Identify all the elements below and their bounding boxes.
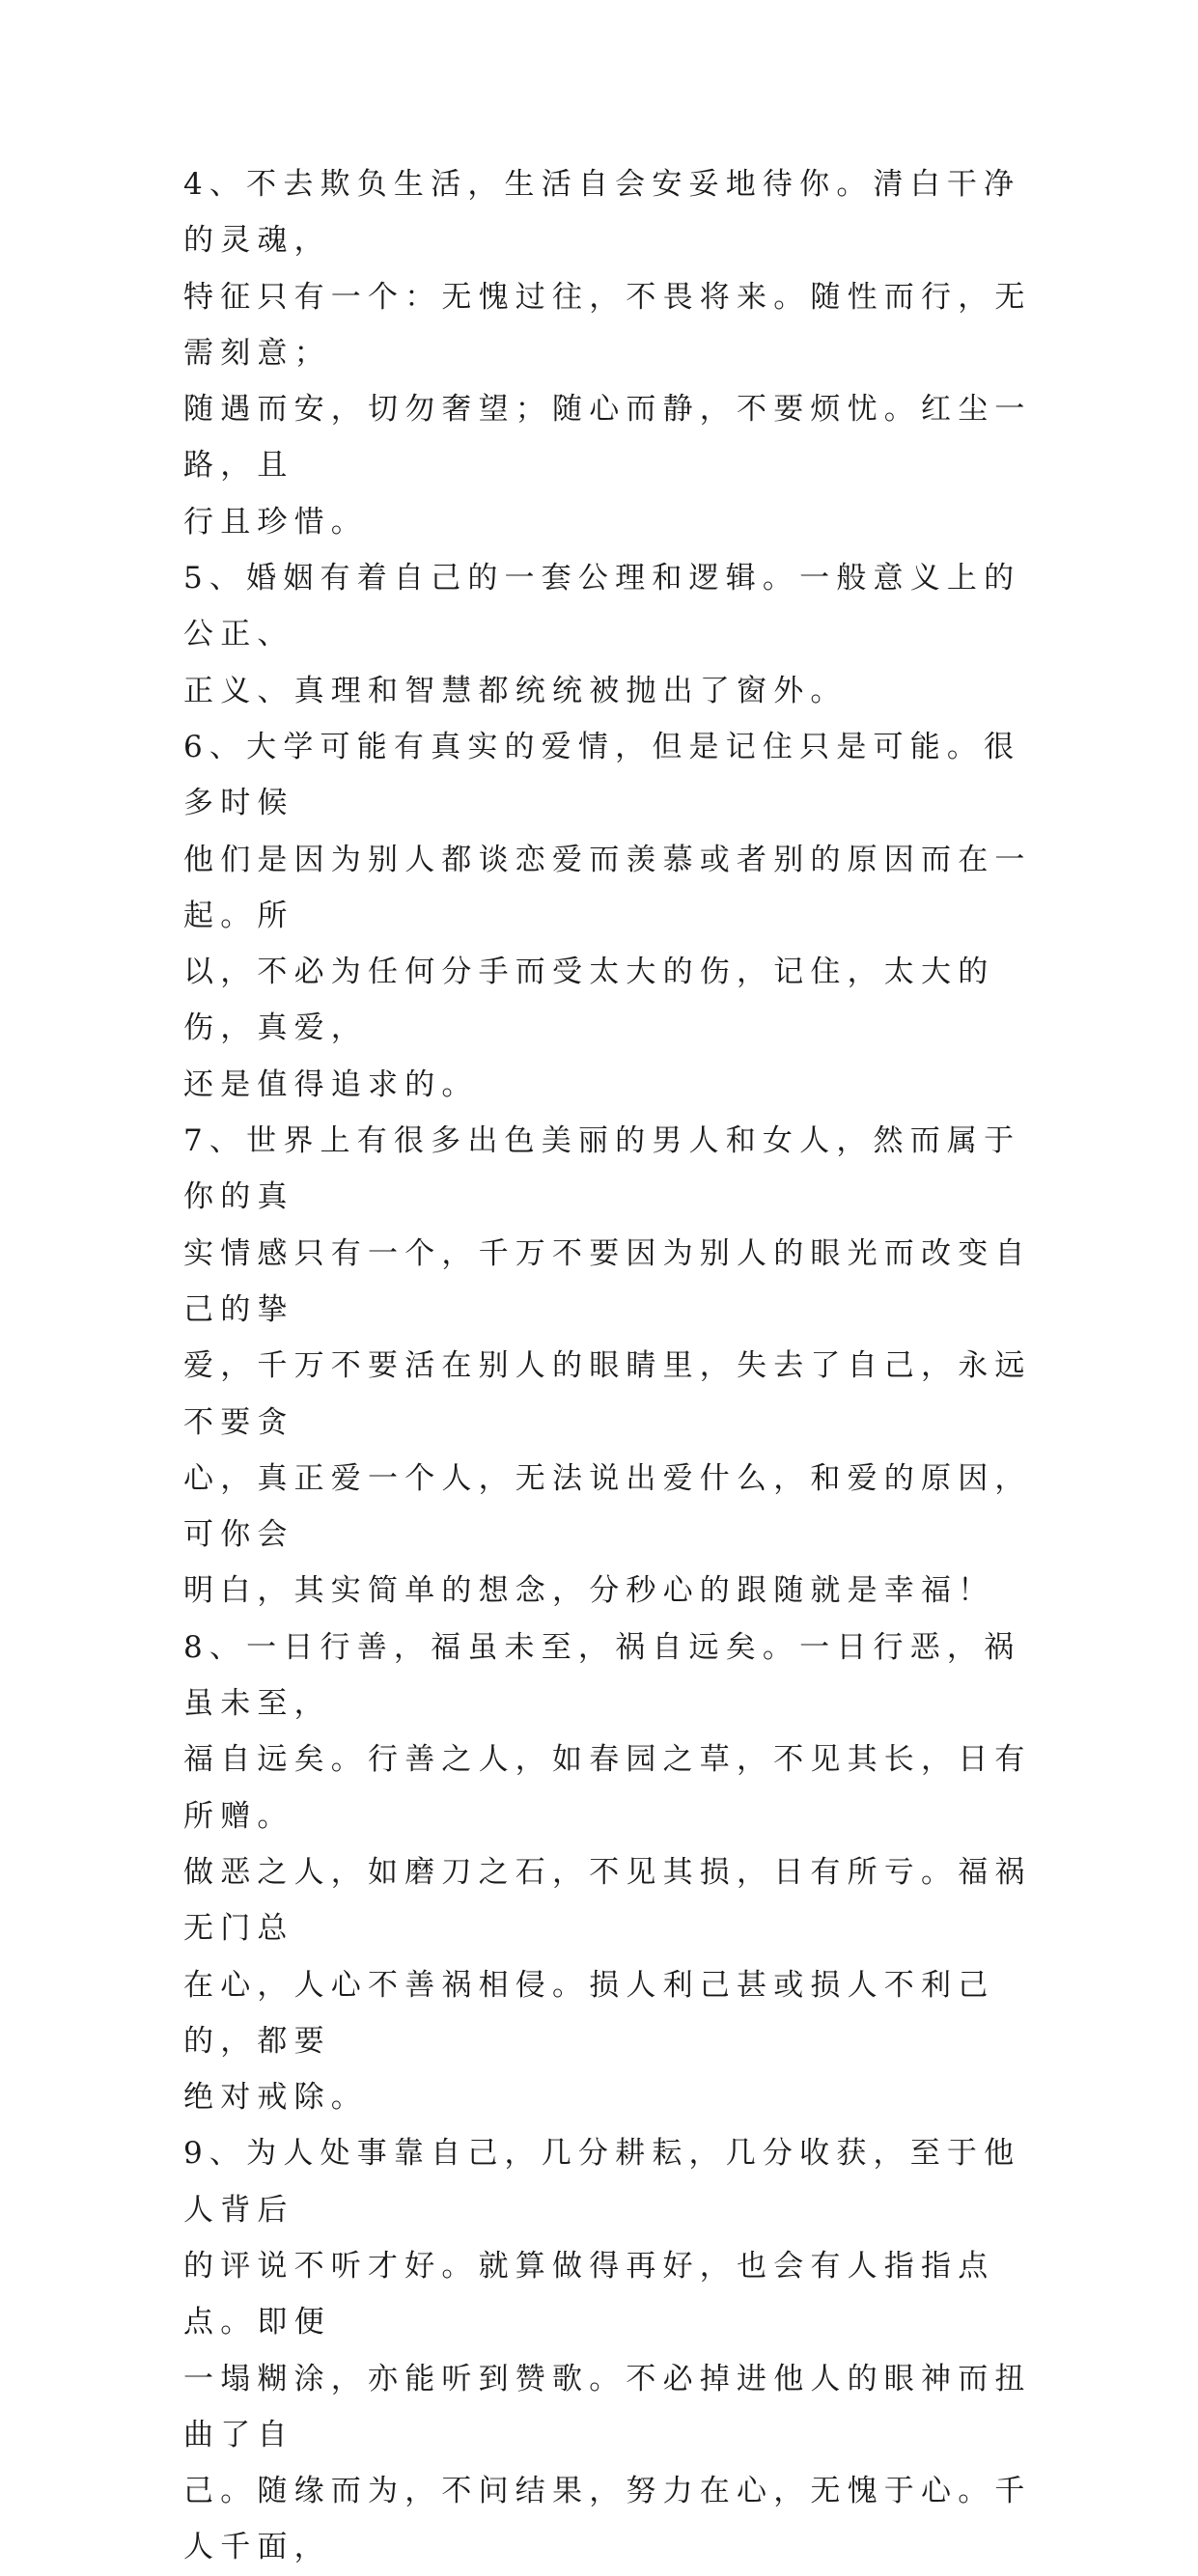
text-line: 做恶之人，如磨刀之石，不见其损，日有所亏。福祸无门总 bbox=[183, 1854, 1032, 1947]
text-line: 正义、真理和智慧都统统被抛出了窗外。 bbox=[183, 673, 848, 708]
text-line: 己。随缘而为，不问结果，努力在心，无愧于心。千人千面， bbox=[183, 2474, 1032, 2565]
text-line: 还是值得追求的。 bbox=[183, 1066, 479, 1102]
paragraph-6 bbox=[183, 719, 1033, 1113]
paragraph-7 bbox=[183, 1113, 1033, 1620]
paragraph-4 bbox=[183, 156, 1033, 550]
text-line: 6、大学可能有真实的爱情，但是记住只是可能。很多时候 bbox=[183, 729, 1021, 821]
text-line: 爱，千万不要活在别人的眼睛里，失去了自己，永远不要贪 bbox=[183, 1348, 1032, 1440]
text-line: 4、不去欺负生活，生活自会安妥地待你。清白干净的灵魂， bbox=[183, 167, 1021, 259]
text-line: 在心，人心不善祸相侵。损人利己甚或损人不利己的，都要 bbox=[183, 1967, 995, 2059]
text-line: 的评说不听才好。就算做得再好，也会有人指指点点。即便 bbox=[183, 2248, 995, 2341]
text-line: 实情感只有一个，千万不要因为别人的眼光而改变自己的挚 bbox=[183, 1235, 1032, 1327]
text-line: 一塌糊涂，亦能听到赞歌。不必掉进他人的眼神而扭曲了自 bbox=[183, 2361, 1032, 2452]
text-line: 心，真正爱一个人，无法说出爱什么，和爱的原因，可你会 bbox=[183, 1460, 1032, 1553]
text-line: 9、为人处事靠自己，几分耕耘，几分收获，至于他人背后 bbox=[183, 2136, 1021, 2228]
paragraph-9 bbox=[183, 2125, 1033, 2575]
text-line: 5、婚姻有着自己的一套公理和逻辑。一般意义上的公正、 bbox=[183, 561, 1021, 652]
text-line: 他们是因为别人都谈恋爱而羡慕或者别的原因而在一起。所 bbox=[183, 842, 1032, 933]
text-line: 明白，其实简单的想念，分秒心的跟随就是幸福！ bbox=[183, 1573, 995, 1609]
text-line: 行且珍惜。 bbox=[183, 504, 368, 540]
text-line: 以，不必为任何分手而受太大的伤，记住，太大的伤，真爱， bbox=[183, 955, 995, 1046]
text-line: 8、一日行善，福虽未至，祸自远矣。一日行恶，祸虽未至， bbox=[183, 1629, 1021, 1722]
text-line: 绝对戒除。 bbox=[183, 2080, 368, 2116]
paragraph-8 bbox=[183, 1620, 1033, 2126]
paragraph-5 bbox=[183, 550, 1033, 719]
text-line: 随遇而安，切勿奢望；随心而静，不要烦忧。红尘一路，且 bbox=[183, 392, 1032, 484]
text-line: 7、世界上有很多出色美丽的男人和女人，然而属于你的真 bbox=[183, 1123, 1021, 1215]
text-line: 特征只有一个：无愧过往，不畏将来。随性而行，无需刻意； bbox=[183, 279, 1032, 371]
text-line: 福自远矣。行善之人，如春园之草，不见其长，日有所赠。 bbox=[183, 1742, 1032, 1834]
document-body bbox=[183, 156, 1033, 2576]
